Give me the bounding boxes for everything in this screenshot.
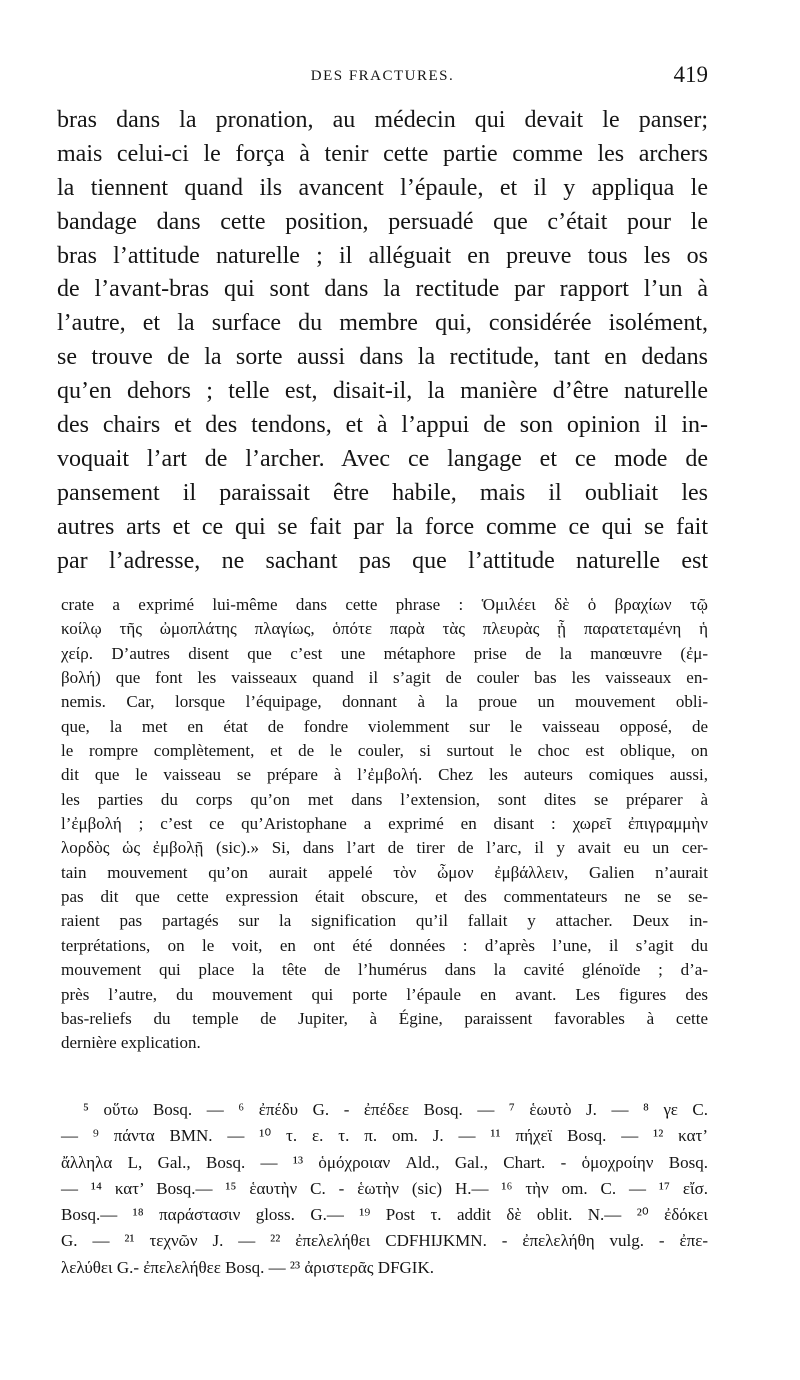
main-text-line: bandage dans cette position, persuadé que c’était pour le [57, 208, 708, 235]
footnote-line: χείρ. D’autres disent que c’est une métaphore prise de la manœuvre (ἐμ- [61, 643, 708, 663]
footnote-line: crate a exprimé lui-même dans cette phrase : Ὁμιλέει δὲ ὁ βραχίων τῷ [61, 595, 708, 614]
main-text-line: qu’en dehors ; telle est, disait-il, la manière d’être naturelle [57, 378, 708, 405]
footnote-line: près l’autre, du mouvement qui porte l’épaule en avant. Les figures des [61, 984, 708, 1004]
page-header [57, 62, 708, 96]
footnote-line: pas dit que cette expression était obscure, et des commentateurs ne se se- [61, 887, 708, 907]
footnote-line: mouvement qui place la tête de l’humérus dans la cavité glénoïde ; d’a- [61, 960, 708, 980]
main-text-line: la tiennent quand ils avancent l’épaule, et il y appliqua le [57, 174, 708, 201]
running-head: DES FRACTURES. [310, 68, 455, 84]
variant-line: — ¹⁴ κατ’ Bosq.— ¹⁵ ἑαυτὴν C. - ἑωτὴν (sic) H.— ¹⁶ τὴν om. C. — ¹⁷ εἴσ. [61, 1178, 708, 1198]
main-text-line: pansement il paraissait être habile, mais il oubliait les [57, 479, 708, 506]
footnote-line: l’ἐμβολή ; c’est ce qu’Aristophane a exprimé en disant : χωρεῖ ἐπιγραμμὴν [61, 814, 708, 834]
footnote-line: les parties du corps qu’on met dans l’extension, sont dites se préparer à [61, 789, 708, 809]
main-text [57, 104, 708, 578]
footnote-line: le rompre complètement, et de le couler, si surtout le choc est oblique, on [61, 741, 708, 761]
variant-line: — ⁹ πάντα BMN. — ¹⁰ τ. ε. τ. π. om. J. — ¹¹ πήχεϊ Bosq. — ¹² κατ’ [61, 1126, 708, 1146]
main-text-line: des chairs et des tendons, et à l’appui de son opinion il in- [57, 412, 708, 439]
footnote-line: bas-reliefs du temple de Jupiter, à Égine, paraissent favorables à cette [61, 1008, 708, 1028]
variant-line: ⁵ οὕτω Bosq. — ⁶ ἐπέδυ G. - ἐπέδεε Bosq. — ⁷ ἑωυτὸ J. — ⁸ γε C. [83, 1100, 708, 1119]
main-text-line: bras l’attitude naturelle ; il alléguait en preuve tous les os [57, 242, 708, 269]
footnote-line: nemis. Car, lorsque l’équipage, donnant à la proue un mouvement obli- [61, 692, 708, 712]
footnote-line: dit que le vaisseau se prépare à l’ἐμβολή. Chez les auteurs comiques aussi, [61, 765, 708, 785]
variant-readings [61, 1097, 708, 1281]
main-text-line: mais celui-ci le força à tenir cette partie comme les archers [57, 140, 708, 167]
footnote-line: dernière explication. [61, 1033, 201, 1053]
footnote-text [61, 593, 708, 1056]
main-text-line: l’autre, et la surface du membre qui, considérée isolément, [57, 310, 708, 337]
footnote-line: λορδὸς ὡς ἐμβολῇ (sic).» Si, dans l’art de tirer de l’arc, il y avait eu un cer- [61, 838, 708, 858]
variant-line: Bosq.— ¹⁸ παράστασιν gloss. G.— ¹⁹ Post τ. addit δὲ oblit. N.— ²⁰ ἐδόκει [61, 1205, 708, 1225]
footnote-line: κοίλῳ τῆς ὠμοπλάτης πλαγίως, ὁπότε παρὰ τὰς πλευρὰς ᾖ παρατεταμένη ἡ [61, 619, 708, 639]
page-number: 419 [673, 62, 708, 87]
footnote-line: βολή) que font les vaisseaux quand il s’agit de couler bas les vaisseaux en- [61, 668, 708, 688]
footnote-line: raient pas partagés sur la signification qu’il fallait y attacher. Deux in- [61, 911, 708, 931]
main-text-line: autres arts et ce qui se fait par la force comme ce qui se fait [57, 513, 708, 540]
main-text-line: de l’avant-bras qui sont dans la rectitude par rapport l’un à [57, 276, 708, 303]
main-text-line: par l’adresse, ne sachant pas que l’attitude naturelle est [57, 547, 708, 574]
main-text-line: se trouve de la sorte aussi dans la rectitude, tant en dedans [57, 344, 708, 371]
footnote-line: que, la met en état de fondre violemment sur le vaisseau opposé, de [61, 716, 708, 736]
variant-line: G. — ²¹ τεχνῶν J. — ²² ἐπελελήθει CDFHIJKMN. - ἐπελελήθη vulg. - ἐπε- [61, 1231, 708, 1251]
main-text-line: bras dans la pronation, au médecin qui devait le panser; [57, 107, 708, 133]
variant-line: ἄλληλα L, Gal., Bosq. — ¹³ ὁμόχροιαν Ald., Gal., Chart. - ὁμοχροίην Bosq. [61, 1152, 708, 1172]
footnote-line: terprétations, on le voit, en ont été données : d’après l’une, il s’agit du [61, 935, 708, 955]
variant-line: λελύθει G.- ἐπελελήθεε Bosq. — ²³ ἀριστερᾶς DFGIK. [61, 1257, 434, 1277]
main-text-line: voquait l’art de l’archer. Avec ce langage et ce mode de [57, 445, 708, 472]
footnote-line: tain mouvement qu’on aurait appelé τὸν ὦμον ἐμβάλλειν, Galien n’aurait [61, 862, 708, 882]
